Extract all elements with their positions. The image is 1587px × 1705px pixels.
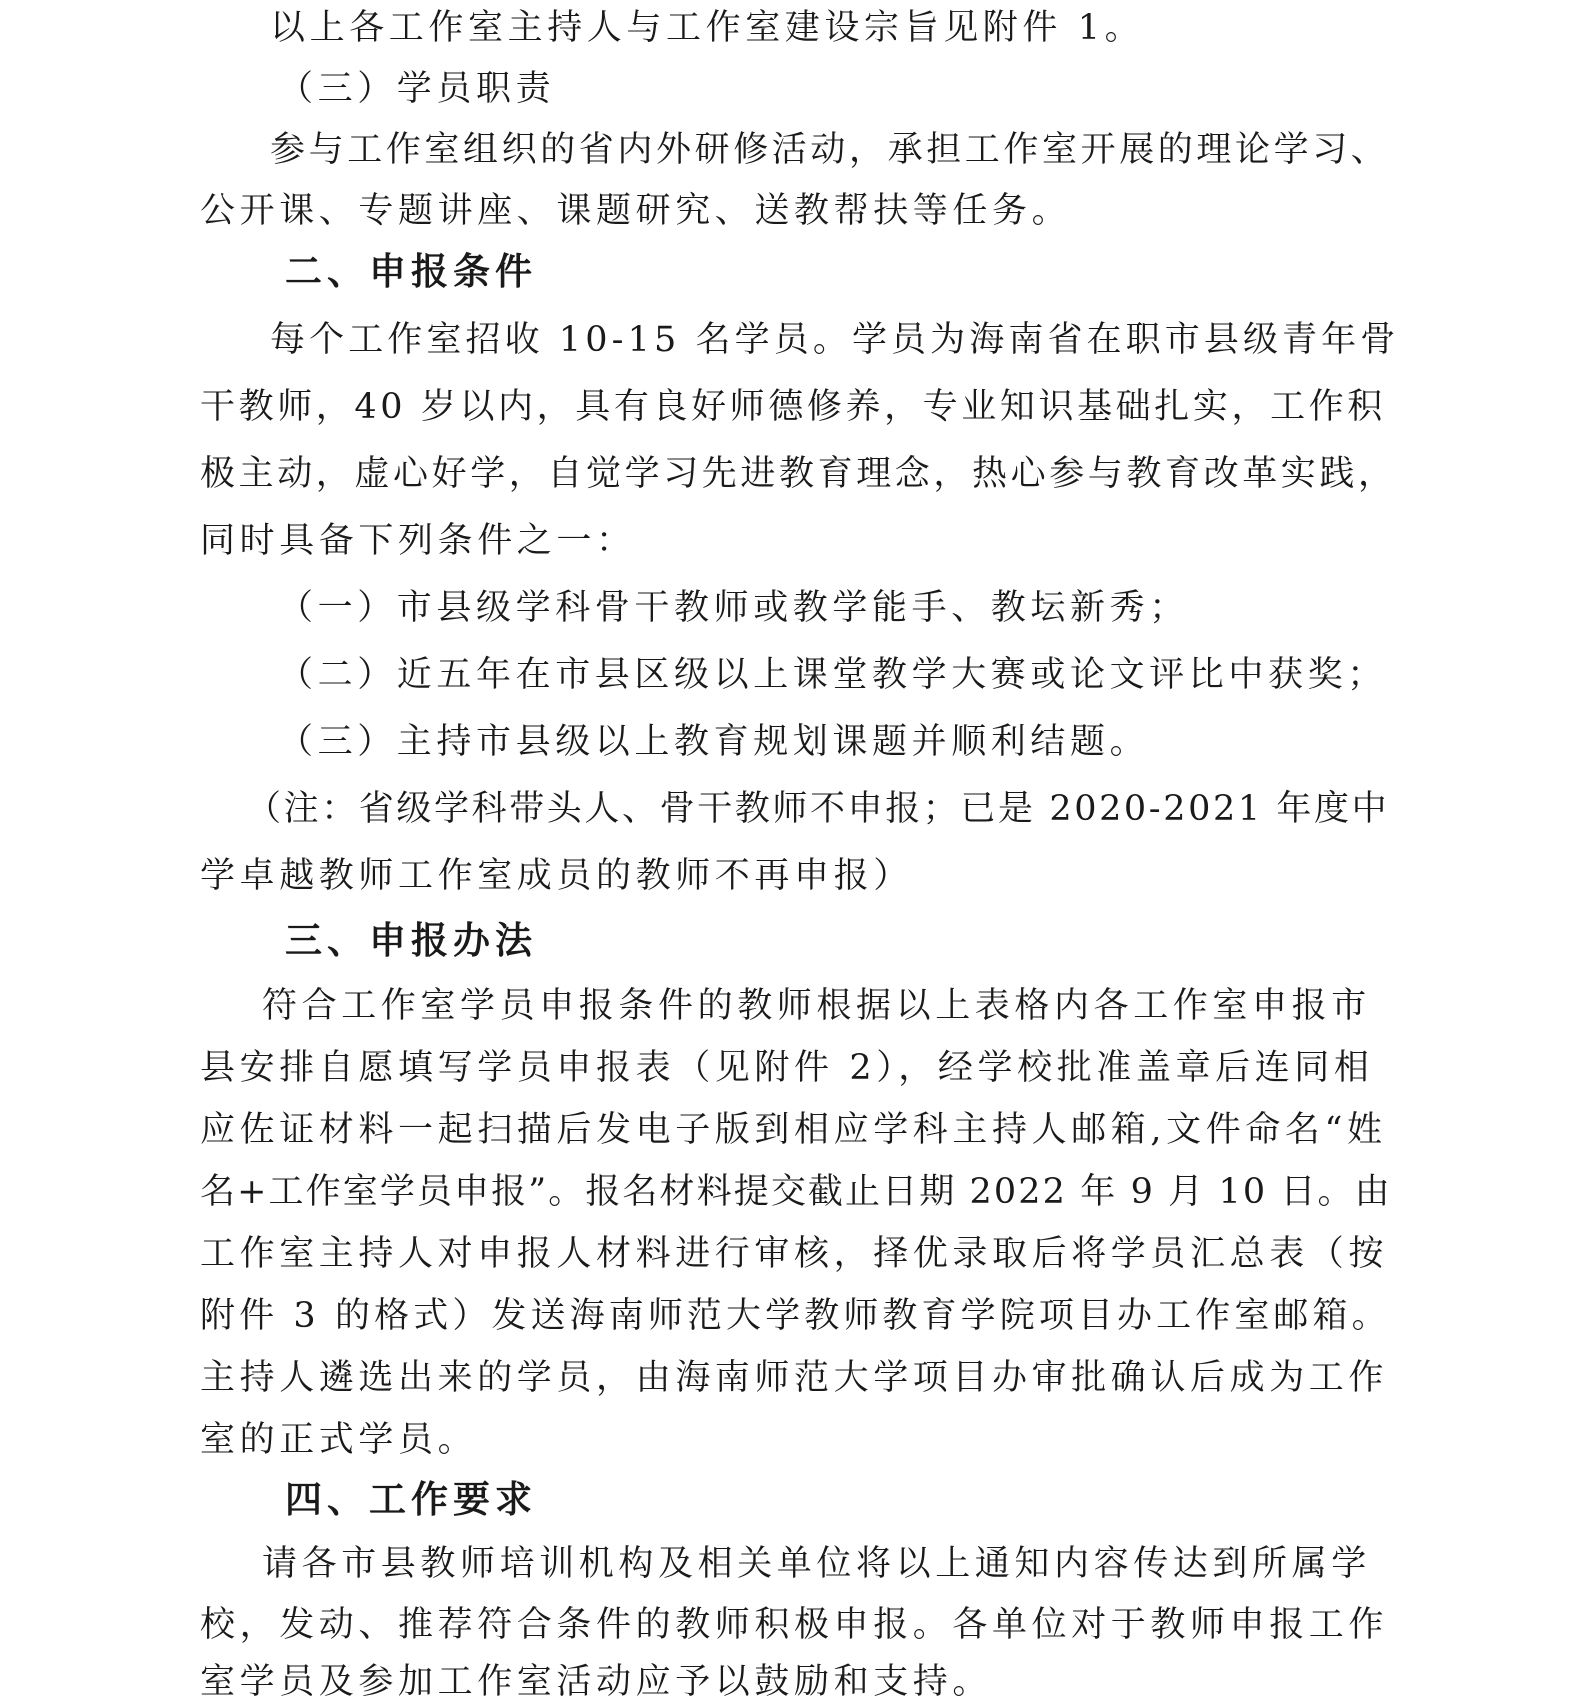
- conditions-paragraph-line: 极主动，虚心好学，自觉学习先进教育理念，热心参与教育改革实践，: [200, 454, 1397, 494]
- subheading-student-duties: （三）学员职责: [278, 69, 556, 109]
- method-paragraph-line: 名+工作室学员申报”。报名材料提交截止日期 2022 年 9 月 10 日。由: [200, 1172, 1392, 1212]
- condition-item: （三）主持市县级以上教育规划课题并顺利结题。: [278, 722, 1150, 762]
- requirements-paragraph-line: 校，发动、推荐符合条件的教师积极申报。各单位对于教师申报工作: [200, 1605, 1389, 1645]
- conditions-paragraph-line: 干教师，40 岁以内，具有良好师德修养，专业知识基础扎实，工作积: [200, 387, 1386, 427]
- method-paragraph-line: 符合工作室学员申报条件的教师根据以上表格内各工作室申报市: [262, 986, 1371, 1026]
- duties-paragraph-line: 参与工作室组织的省内外研修活动，承担工作室开展的理论学习、: [270, 130, 1390, 170]
- requirements-paragraph-line: 请各市县教师培训机构及相关单位将以上通知内容传达到所属学: [262, 1544, 1371, 1584]
- condition-item: （一）市县级学科骨干教师或教学能手、教坛新秀；: [278, 588, 1189, 628]
- method-paragraph-line: 应佐证材料一起扫描后发电子版到相应学科主持人邮箱,文件命名“姓: [200, 1110, 1387, 1150]
- conditions-paragraph-line: 同时具备下列条件之一：: [200, 521, 636, 561]
- section-heading-application-method: 三、申报办法: [285, 919, 537, 962]
- method-paragraph-line: 县安排自愿填写学员申报表（见附件 2），经学校批准盖章后连同相: [200, 1048, 1374, 1088]
- method-paragraph-line: 室的正式学员。: [200, 1420, 478, 1460]
- note-line: （注：省级学科带头人、骨干教师不申报；已是 2020-2021 年度中: [246, 789, 1390, 829]
- duties-paragraph-line: 公开课、专题讲座、课题研究、送教帮扶等任务。: [200, 191, 1072, 231]
- method-paragraph-line: 附件 3 的格式）发送海南师范大学教师教育学院项目办工作室邮箱。: [200, 1296, 1391, 1336]
- requirements-paragraph-line: 室学员及参加工作室活动应予以鼓励和支持。: [200, 1662, 993, 1702]
- section-heading-application-conditions: 二、申报条件: [285, 250, 537, 293]
- condition-item: （二）近五年在市县区级以上课堂教学大赛或论文评比中获奖；: [278, 655, 1387, 695]
- method-paragraph-line: 主持人遴选出来的学员，由海南师范大学项目办审批确认后成为工作: [200, 1358, 1389, 1398]
- section-heading-work-requirements: 四、工作要求: [285, 1478, 537, 1521]
- method-paragraph-line: 工作室主持人对申报人材料进行审核，择优录取后将学员汇总表（按: [200, 1234, 1389, 1274]
- conditions-paragraph-line: 每个工作室招收 10-15 名学员。学员为海南省在职市县级青年骨: [270, 320, 1400, 360]
- note-line: 学卓越教师工作室成员的教师不再申报）: [200, 856, 913, 896]
- intro-line: 以上各工作室主持人与工作室建设宗旨见附件 1。: [270, 8, 1145, 48]
